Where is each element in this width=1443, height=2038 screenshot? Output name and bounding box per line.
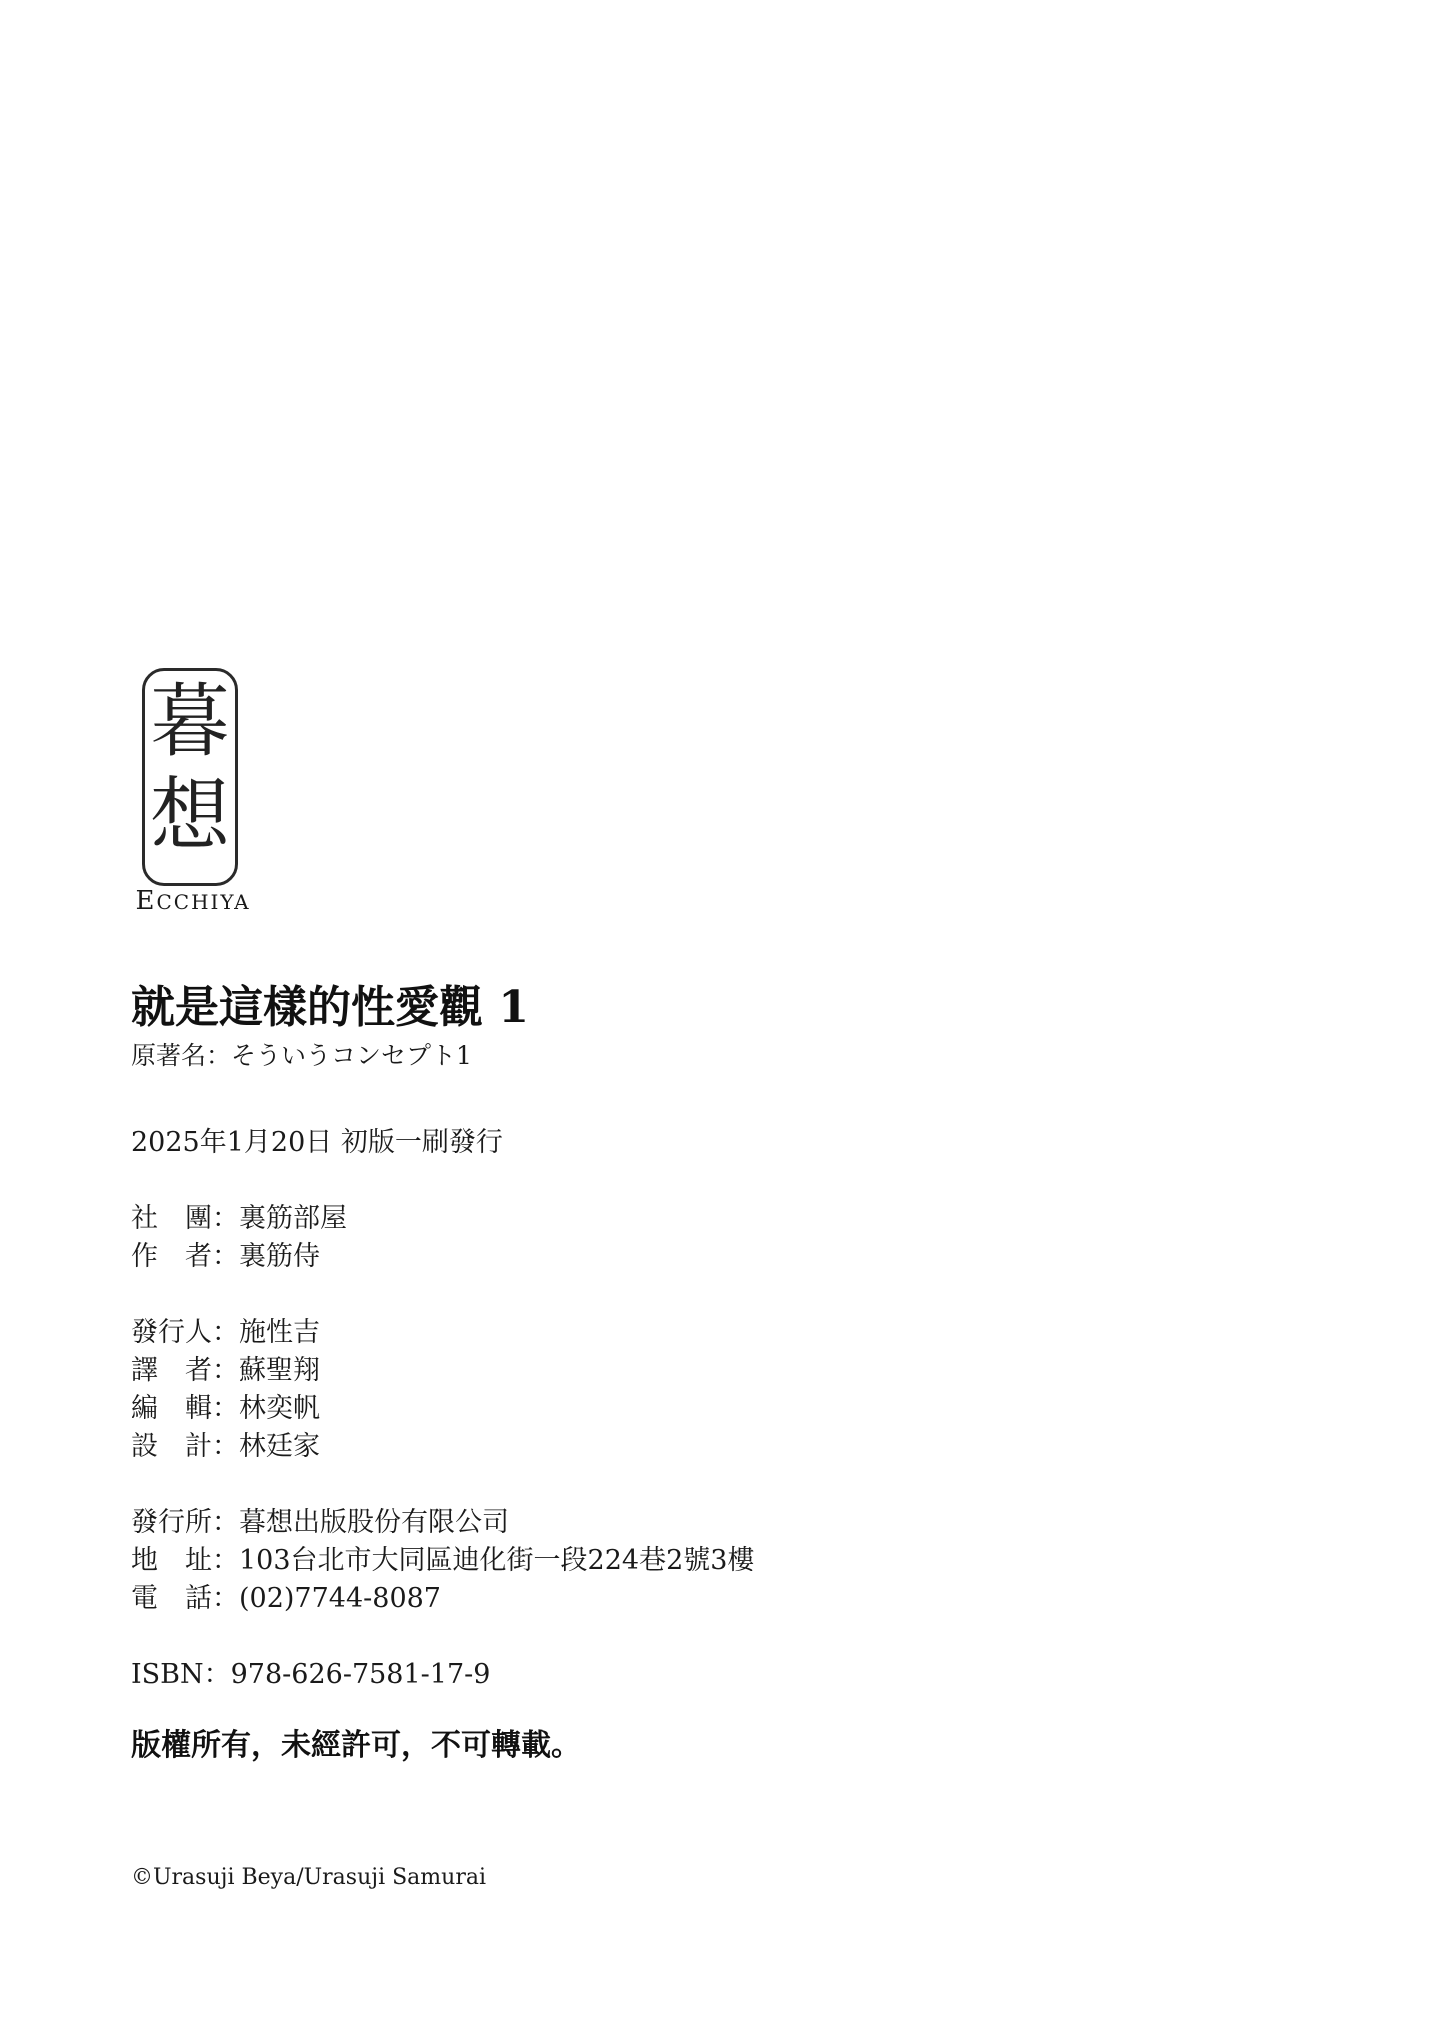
logo-char-1: 暮 (150, 675, 230, 768)
credit-value: 林廷家 (239, 1431, 320, 1462)
isbn: ISBN：978-626-7581-17-9 (131, 1659, 491, 1690)
logo-char-2: 想 (150, 769, 230, 862)
publisher-logo-seal (142, 668, 238, 886)
credit-value: 林奕帆 (239, 1393, 320, 1424)
credit-value: 裏筋侍 (239, 1241, 320, 1272)
credit-value: 103台北市大同區迪化街一段224巷2號3樓 (239, 1545, 755, 1576)
credit-value: 暮想出版股份有限公司 (239, 1507, 509, 1538)
credit-label: 社 團： (131, 1203, 239, 1234)
publisher-company (131, 1504, 509, 1542)
credit-label: 地 址： (131, 1545, 239, 1576)
credit-value: (02)7744-8087 (239, 1583, 441, 1614)
logo-wordmark (128, 886, 258, 916)
publisher-address (131, 1542, 754, 1580)
publisher-phone (131, 1580, 441, 1618)
original-title: 原著名：そういうコンセプト1 (131, 1041, 472, 1070)
credit-editor (131, 1390, 320, 1428)
credit-label: 設 計： (131, 1431, 239, 1462)
credit-value: 施性吉 (239, 1317, 320, 1348)
credit-label: 譯 者： (131, 1355, 239, 1386)
book-title: 就是這樣的性愛觀 1 (131, 982, 529, 1033)
logo-wordmark-initial: E (135, 886, 157, 916)
credit-label: 發行人： (131, 1317, 239, 1348)
credit-value: 裏筋部屋 (239, 1203, 347, 1234)
credit-label: 編 輯： (131, 1393, 239, 1424)
copyright-notice: ©Urasuji Beya/Urasuji Samurai (131, 1865, 486, 1890)
edition-line: 2025年1月20日 初版一刷發行 (131, 1127, 503, 1158)
rights-notice: 版權所有，未經許可，不可轉載。 (131, 1728, 581, 1763)
credit-label: 電 話： (131, 1583, 239, 1614)
credit-label: 發行所： (131, 1507, 239, 1538)
credit-label: 作 者： (131, 1241, 239, 1272)
credit-publisher-person (131, 1314, 320, 1352)
credit-circle (131, 1200, 347, 1238)
logo-wordmark-rest: CCHIYA (156, 890, 251, 914)
credit-designer (131, 1428, 320, 1466)
credit-author (131, 1238, 320, 1276)
credit-value: 蘇聖翔 (239, 1355, 320, 1386)
credit-translator (131, 1352, 320, 1390)
